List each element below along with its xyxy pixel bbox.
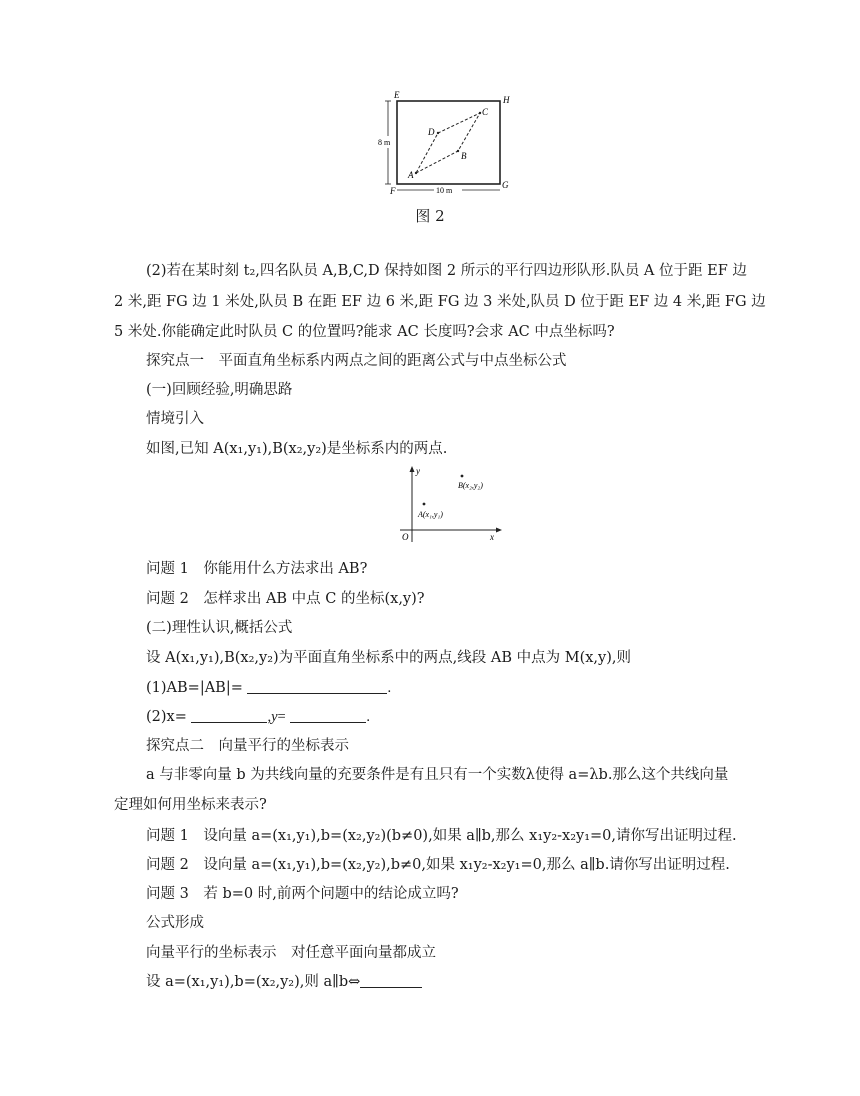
- para1-line3: 5 米处.你能确定此时队员 C 的位置吗?能求 AC 长度吗?会求 AC 中点坐标吗?: [114, 324, 615, 340]
- formula-2: (2)x= ,y= .: [146, 709, 370, 725]
- label-a: A: [408, 170, 414, 180]
- label-b: B: [461, 151, 467, 161]
- point-b-label: B(x₂,y₂): [458, 481, 483, 490]
- para2-line2: 定理如何用坐标来表示?: [114, 797, 267, 813]
- sub1-title: (一)回顾经验,明确思路: [146, 382, 293, 398]
- figure-2-caption: 图 2: [415, 207, 445, 225]
- label-f: F: [390, 186, 396, 196]
- proof-question-2: 问题 2 设向量 a=(x₁,y₁),b=(x₂,y₂),b≠0,如果 x₁y₂-x₂y₁=0,那么 a∥b.请你写出证明过程.: [146, 857, 730, 873]
- label-h: H: [503, 95, 510, 105]
- section1-title: 探究点一 平面直角坐标系内两点之间的距离公式与中点坐标公式: [146, 353, 567, 369]
- question-1: 问题 1 你能用什么方法求出 AB?: [146, 561, 368, 577]
- formula-statement: 向量平行的坐标表示 对任意平面向量都成立: [146, 945, 436, 961]
- formula-2-text: (2)x=: [146, 709, 187, 725]
- proof-question-3: 问题 3 若 b=0 时,前两个问题中的结论成立吗?: [146, 886, 459, 902]
- label-c: C: [482, 107, 489, 117]
- formula-formation: 公式形成: [146, 915, 204, 931]
- origin-label: O: [402, 532, 409, 542]
- para2-line1: a 与非零向量 b 为共线向量的充要条件是有且只有一个实数λ使得 a=λb.那么这个共线向量: [146, 767, 729, 783]
- height-label: 8 m: [378, 138, 391, 147]
- width-label: 10 m: [436, 186, 453, 195]
- section2-title: 探究点二 向量平行的坐标表示: [146, 738, 349, 754]
- label-e: E: [394, 90, 400, 100]
- formula-2-y-blank[interactable]: [290, 709, 366, 723]
- intro-line: 如图,已知 A(x₁,y₁),B(x₂,y₂)是坐标系内的两点.: [146, 441, 448, 457]
- label-g: G: [502, 180, 509, 190]
- sub2-title: (二)理性认识,概括公式: [146, 620, 293, 636]
- para1-line1: (2)若在某时刻 t₂,四名队员 A,B,C,D 保持如图 2 所示的平行四边形队形.队员 A 位于距 EF 边: [146, 263, 747, 279]
- formula-2-x-blank[interactable]: [191, 709, 267, 723]
- proof-question-1: 问题 1 设向量 a=(x₁,y₁),b=(x₂,y₂)(b≠0),如果 a∥b,那么 x₁y₂-x₂y₁=0,请你写出证明过程.: [146, 828, 737, 844]
- formula-1: (1)AB=|AB|= .: [146, 680, 392, 696]
- y-axis-label: y: [416, 466, 420, 476]
- final-line-blank[interactable]: [360, 974, 422, 988]
- final-line-text: 设 a=(x₁,y₁),b=(x₂,y₂),则 a∥b⇔: [146, 974, 361, 990]
- label-d: D: [428, 127, 435, 137]
- para1-line2: 2 米,距 FG 边 1 米处,队员 B 在距 EF 边 6 米,距 FG 边 3 米处,队员 D 位于距 EF 边 4 米,距 FG 边: [114, 294, 766, 310]
- figure-2-diagram: [370, 88, 520, 200]
- x-axis-label: x: [490, 532, 494, 542]
- context-intro: 情境引入: [146, 411, 204, 427]
- point-a-label: A(x₁,y₁): [418, 510, 443, 519]
- question-2: 问题 2 怎样求出 AB 中点 C 的坐标(x,y)?: [146, 591, 425, 607]
- formula-1-text: (1)AB=|AB|=: [146, 680, 243, 696]
- setup-line: 设 A(x₁,y₁),B(x₂,y₂)为平面直角坐标系中的两点,线段 AB 中点为 M(x,y),则: [146, 650, 631, 666]
- formula-1-blank[interactable]: [247, 680, 387, 694]
- final-line: [146, 972, 422, 992]
- coordinate-diagram: [396, 464, 506, 546]
